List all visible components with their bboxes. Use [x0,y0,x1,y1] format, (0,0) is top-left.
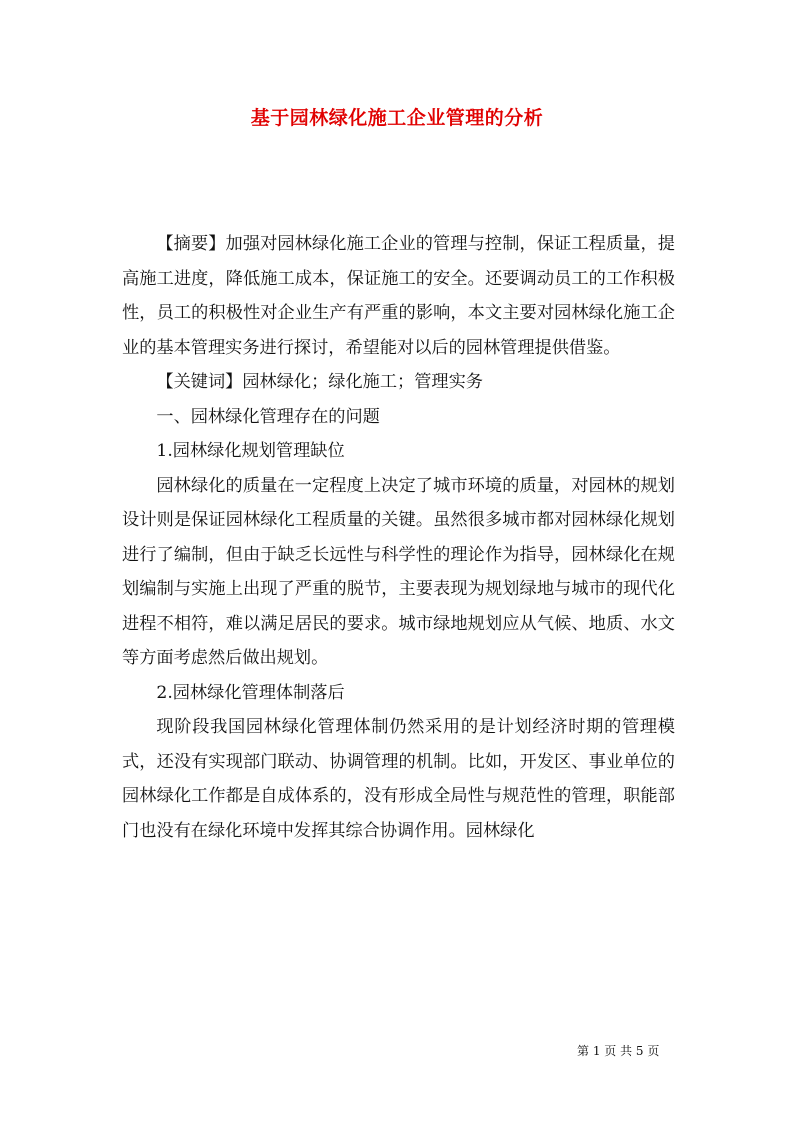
subsection-heading-1: 1.园林绿化规划管理缺位 [156,441,345,461]
body-paragraph-1: 园林绿化的质量在一定程度上决定了城市环境的质量，对园林的规划设计则是保证园林绿化工程质量的关键。虽然很多城市都对园林绿化规划进行了编制，但由于缺乏长远性与科学性的理论作为指导，园林绿化在规划编制与实施上出现了严重的脱节，主要表现为规划绿地与城市的现代化进程不相符，难以满足居民的要求。城市绿地规划应从气候、地质、水文等方面考虑然后做出规划。 [122,475,675,668]
page-number-footer: 第 1 页 共 5 页 [577,1044,660,1058]
document-title: 基于园林绿化施工企业管理的分析 [250,107,544,129]
abstract-paragraph: 【摘要】加强对园林绿化施工企业的管理与控制，保证工程质量，提高施工进度，降低施工成本，保证施工的安全。还要调动员工的工作积极性，员工的积极性对企业生产有严重的影响，本文主要对园林绿化施工企业的基本管理实务进行探讨，希望能对以后的园林管理提供借鉴。 [122,234,675,358]
body-paragraph-2: 现阶段我国园林绿化管理体制仍然采用的是计划经济时期的管理模式，还没有实现部门联动、协调管理的机制。比如，开发区、事业单位的园林绿化工作都是自成体系的，没有形成全局性与规范性的管理，职能部门也没有在绿化环境中发挥其综合协调作用。园林绿化 [122,717,675,841]
document-body [122,227,675,848]
subsection-heading-2: 2.园林绿化管理体制落后 [156,682,345,703]
keywords-paragraph: 【关键词】园林绿化；绿化施工；管理实务 [156,372,483,392]
section-heading-1: 一、园林绿化管理存在的问题 [156,406,380,427]
